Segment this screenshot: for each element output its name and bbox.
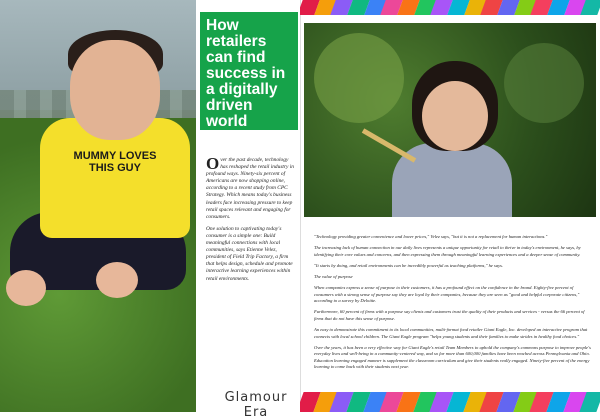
girl-face [422,81,488,151]
brand-logo: Glamour Era [224,390,288,420]
photo-bokeh [314,33,404,123]
baby-foot [6,270,46,306]
section-heading: The value of purpose [314,273,353,279]
decorative-stripes-top [300,0,600,15]
body-paragraph: When companies express a sense of purpose to their customers, it has a profound effect on the confidence in the brand. Eighty-five percent of consumers with a strong sense of purpose say they are loyal by their companies, because they are seen as "good and helpful corporate citizens," according to a survey by Deloitte. [314,284,580,304]
baby-foot [96,262,138,298]
article-title: How retailers can find success in a digitally driven world [206,17,286,130]
body-paragraph: Over the years, it has been a very effective way for Giant Eagle's retail Team Members to uphold the company's commons purpose to improve people's everyday lives and well-being in a community-centered way, and so far more than 600,000 families have been reached across Pennsylvania and Ohio. Education learning engaged manner is supplement the classroom curriculum and give their students really engaged. Ninety-five percent of the energy learning to come back with their students next year. [314,344,591,370]
intro-paragraph: One solution to captivating today's consumer is a simple one: Build meaningful connections with local communities, says Etienne Velez, president of Field Trip Factory, a firm that helps design, schedule and promote interactive learning experiences within retail environments. [206,225,293,282]
stripe [581,0,600,15]
photo-bokeh [504,43,584,123]
body-paragraph: An easy to demonstrate this commitment to its local communities, multi-format food retailer Giant Eagle, Inc. developed an interactive program that connects with local school children. The Giant Eagle program "helps young students and their families to make strides in healthy food choices." [314,326,588,339]
chalk-stick [362,128,416,162]
shirt-text: MUMMY LOVES THIS GUY [73,150,157,174]
baby-photo [0,0,196,412]
body-paragraph: "It starts by doing, and retail environments can be incredibly powerful as teaching platforms," he says. [314,262,504,268]
intro-text [206,154,296,288]
decorative-stripes-bottom [300,392,600,412]
body-paragraph: Furthermore, 60 percent of firms with a purpose say clients and customers trust the quality of their products and services - versus the 66 percent of firms that do not have this sense of purpose. [314,309,585,321]
baby-head [70,40,160,140]
dropcap: O [206,154,220,173]
page-divider [300,0,301,412]
intro-paragraph: Over the past decade, technology has reshaped the retail industry in profound ways. Ninety-six percent of Americans are now shopping online, according to a recent study from CPC Strategy. Which means today's business leaders face increasing pressure to keep retail spaces relevant and engaging for consumers. [206,154,294,220]
body-paragraph: "Technology providing greater convenience and lower prices," Velez says, "but it is not a replacement for human interactions." [314,234,548,239]
title-box [200,12,298,130]
girl-photo [304,23,596,217]
body-text [314,234,592,376]
body-paragraph: The increasing lack of human connection in our daily lives represents a unique opportunity for retail to thrive in today's environment, he says, by identifying their core values and concerns, and then expressing them through meaningful learning experiences and a deeper sense of community. [314,245,581,257]
